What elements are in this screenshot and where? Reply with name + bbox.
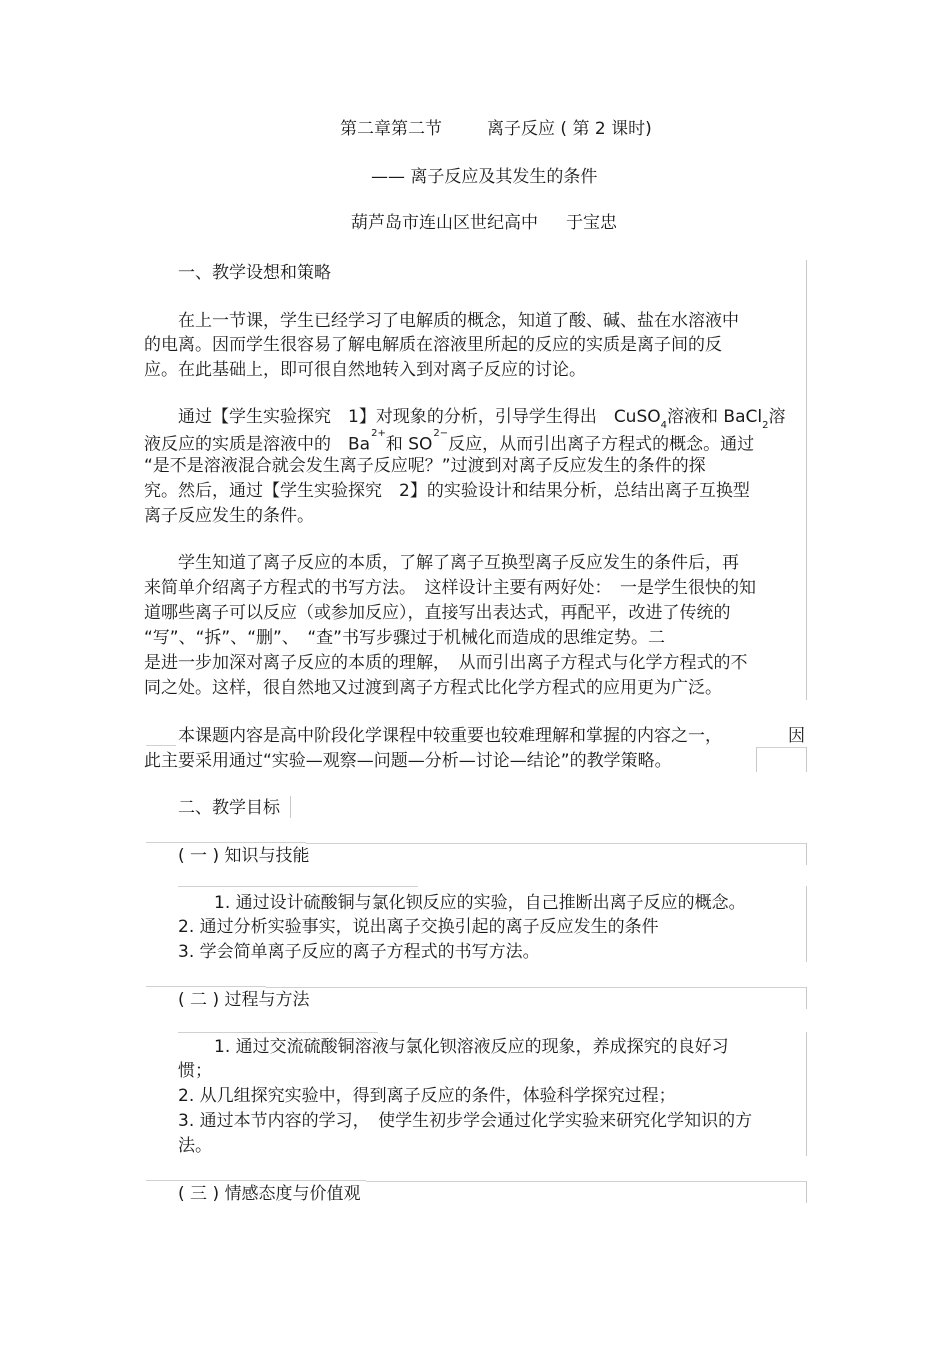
scan-rule	[366, 1181, 806, 1182]
scan-rule	[178, 886, 418, 887]
paragraph-line: “是不是溶液混合就会发生离子反应呢？”过渡到对离子反应发生的条件的探	[144, 456, 706, 476]
lesson-label: 离子反应 ( 第 2 课时)	[487, 119, 652, 139]
subsection-heading: ( 一 ) 知识与技能	[178, 846, 310, 866]
paragraph-line: 同之处。这样，很自然地又过渡到离子方程式比化学方程式的应用更为广泛。	[144, 678, 722, 698]
scan-rule	[806, 886, 807, 962]
list-item: 法。	[178, 1136, 212, 1156]
paragraph-line: 本课题内容是高中阶段化学课程中较重要也较难理解和掌握的内容之一，	[178, 726, 722, 746]
scan-rule	[806, 843, 807, 865]
chapter-label: 第二章第二节	[340, 119, 442, 139]
scan-rule	[756, 747, 806, 748]
scan-rule	[806, 747, 807, 772]
list-item: 3. 通过本节内容的学习， 使学生初步学会通过化学实验来研究化学知识的方	[178, 1111, 753, 1131]
author-name: 于宝忠	[566, 213, 617, 233]
scan-rule	[806, 1032, 807, 1156]
section-heading: 二、教学目标	[178, 798, 280, 818]
document-subtitle: —— 离子反应及其发生的条件	[371, 167, 598, 187]
paragraph-line: 此主要采用通过“实验—观察—问题—分析—讨论—结论”的教学策略。	[144, 751, 672, 771]
author-line	[351, 212, 617, 234]
subsection-heading: ( 三 ) 情感态度与价值观	[178, 1184, 361, 1204]
scan-rule	[806, 1181, 807, 1203]
subsection-heading: ( 二 ) 过程与方法	[178, 990, 310, 1010]
scan-rule	[146, 1180, 366, 1181]
paragraph-line: 道哪些离子可以反应（或参加反应），直接写出表达式，再配平，改进了传统的	[144, 603, 731, 623]
scan-rule	[806, 987, 807, 1009]
scan-rule	[146, 842, 306, 843]
paragraph-line: 通过【学生实验探究 1】对现象的分析，引导学生得出 CuSO$_4$溶液和 BaCl$_2$溶	[178, 407, 786, 432]
scan-rule	[290, 796, 291, 818]
paragraph-line: 在上一节课，学生已经学习了电解质的概念，知道了酸、碱、盐在水溶液中	[178, 311, 739, 331]
section-heading: 一、教学设想和策略	[178, 263, 331, 283]
paragraph-line: 离子反应发生的条件。	[144, 506, 314, 526]
paragraph-line: 的电离。因而学生很容易了解电解质在溶液里所起的反应的实质是离子间的反	[144, 335, 722, 355]
scan-rule	[146, 986, 266, 987]
list-item: 1. 通过设计硫酸铜与氯化钡反应的实验，自己推断出离子反应的概念。	[214, 893, 746, 913]
list-item: 2. 从几组探究实验中，得到离子反应的条件，体验科学探究过程；	[178, 1086, 676, 1106]
scan-rule	[756, 747, 757, 772]
paragraph-line: 究。然后，通过【学生实验探究 2】的实验设计和结果分析，总结出离子互换型	[144, 481, 750, 501]
list-item: 2. 通过分析实验事实，说出离子交换引起的离子反应发生的条件	[178, 917, 659, 937]
scan-rule	[266, 987, 806, 988]
list-item: 惯；	[178, 1061, 212, 1081]
scan-rule	[178, 1032, 378, 1033]
scan-rule	[306, 843, 806, 844]
paragraph-line: 应。在此基础上，即可很自然地转入到对离子反应的讨论。	[144, 360, 586, 380]
list-item: 1. 通过交流硫酸铜溶液与氯化钡溶液反应的现象，养成探究的良好习	[214, 1037, 729, 1057]
scan-rule	[806, 260, 807, 700]
scan-rule	[146, 745, 176, 746]
document-title	[340, 118, 652, 140]
list-item: 3. 学会简单离子反应的离子方程式的书写方法。	[178, 942, 540, 962]
paragraph-line: “写”、“拆”、“删”、 “查”书写步骤过于机械化而造成的思维定势。二	[144, 628, 665, 648]
paragraph-line: 来简单介绍离子方程式的书写方法。 这样设计主要有两好处： 一是学生很快的知	[144, 578, 756, 598]
paragraph-line: 是进一步加深对离子反应的本质的理解， 从而引出离子方程式与化学方程式的不	[144, 653, 748, 673]
paragraph-line: 学生知道了离子反应的本质，了解了离子互换型离子反应发生的条件后，再	[178, 553, 739, 573]
paragraph-line: 因	[788, 726, 805, 746]
school-name: 葫芦岛市连山区世纪高中	[351, 213, 538, 233]
paragraph-line: 液反应的实质是溶液中的 $Ba^{2+}$和 $SO^{2-}$反应，从而引出离子方程式的概念。通过	[144, 428, 755, 455]
